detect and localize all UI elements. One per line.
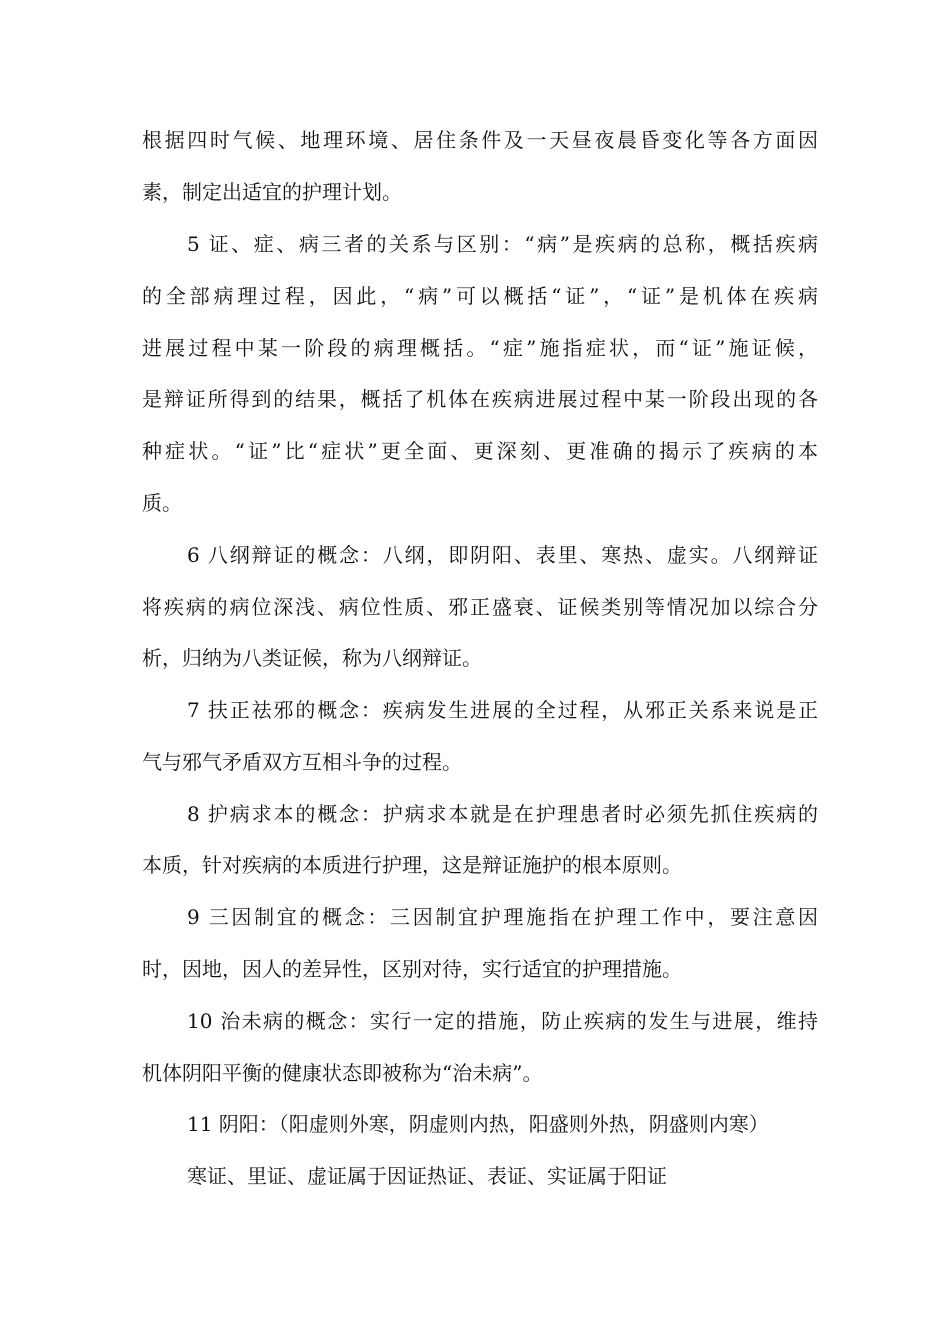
- text-line: 寒证、里证、虚证属于因证热证、表证、实证属于阳证: [187, 1164, 667, 1188]
- text-line: 9 三因制宜的概念：三因制宜护理施指在护理工作中，要注意因: [187, 905, 818, 929]
- text-line: 时，因地，因人的差异性，区别对待，实行适宜的护理措施。: [142, 957, 682, 981]
- text-line: 5 证、症、病三者的关系与区别：“病”是疾病的总称，概括疾病: [187, 232, 818, 256]
- text-line: 种症状。“证”比“症状”更全面、更深刻、更准确的揭示了疾病的本: [142, 439, 818, 463]
- text-line: 机体阴阳平衡的健康状态即被称为“治未病”。: [142, 1061, 543, 1085]
- text-line: 将疾病的病位深浅、病位性质、邪正盛衰、证候类别等情况加以综合分: [142, 595, 818, 619]
- text-line: 的全部病理过程，因此，“病”可以概括“证”，“证”是机体在疾病: [142, 284, 818, 308]
- text-line: 10 治未病的概念：实行一定的措施，防止疾病的发生与进展，维持: [187, 1009, 818, 1033]
- text-line: 11 阴阳：（阳虚则外寒，阴虚则内热，阳盛则外热，阴盛则内寒）: [187, 1112, 769, 1136]
- text-line: 进展过程中某一阶段的病理概括。“症”施指症状，而“证”施证候，: [142, 336, 818, 360]
- text-line: 是辩证所得到的结果，概括了机体在疾病进展过程中某一阶段出现的各: [142, 387, 818, 411]
- text-line: 素，制定出适宜的护理计划。: [142, 180, 402, 204]
- text-line: 质。: [142, 491, 182, 515]
- text-line: 气与邪气矛盾双方互相斗争的过程。: [142, 750, 462, 774]
- text-line: 本质，针对疾病的本质进行护理，这是辩证施护的根本原则。: [142, 853, 682, 877]
- text-line: 7 扶正祛邪的概念：疾病发生进展的全过程，从邪正关系来说是正: [187, 698, 818, 722]
- text-line: 8 护病求本的概念：护病求本就是在护理患者时必须先抓住疾病的: [187, 802, 818, 826]
- text-line: 根据四时气候、地理环境、居住条件及一天昼夜晨昏变化等各方面因: [142, 128, 818, 152]
- text-line: 析，归纳为八类证候，称为八纲辩证。: [142, 646, 482, 670]
- text-line: 6 八纲辩证的概念：八纲，即阴阳、表里、寒热、虚实。八纲辩证: [187, 543, 818, 567]
